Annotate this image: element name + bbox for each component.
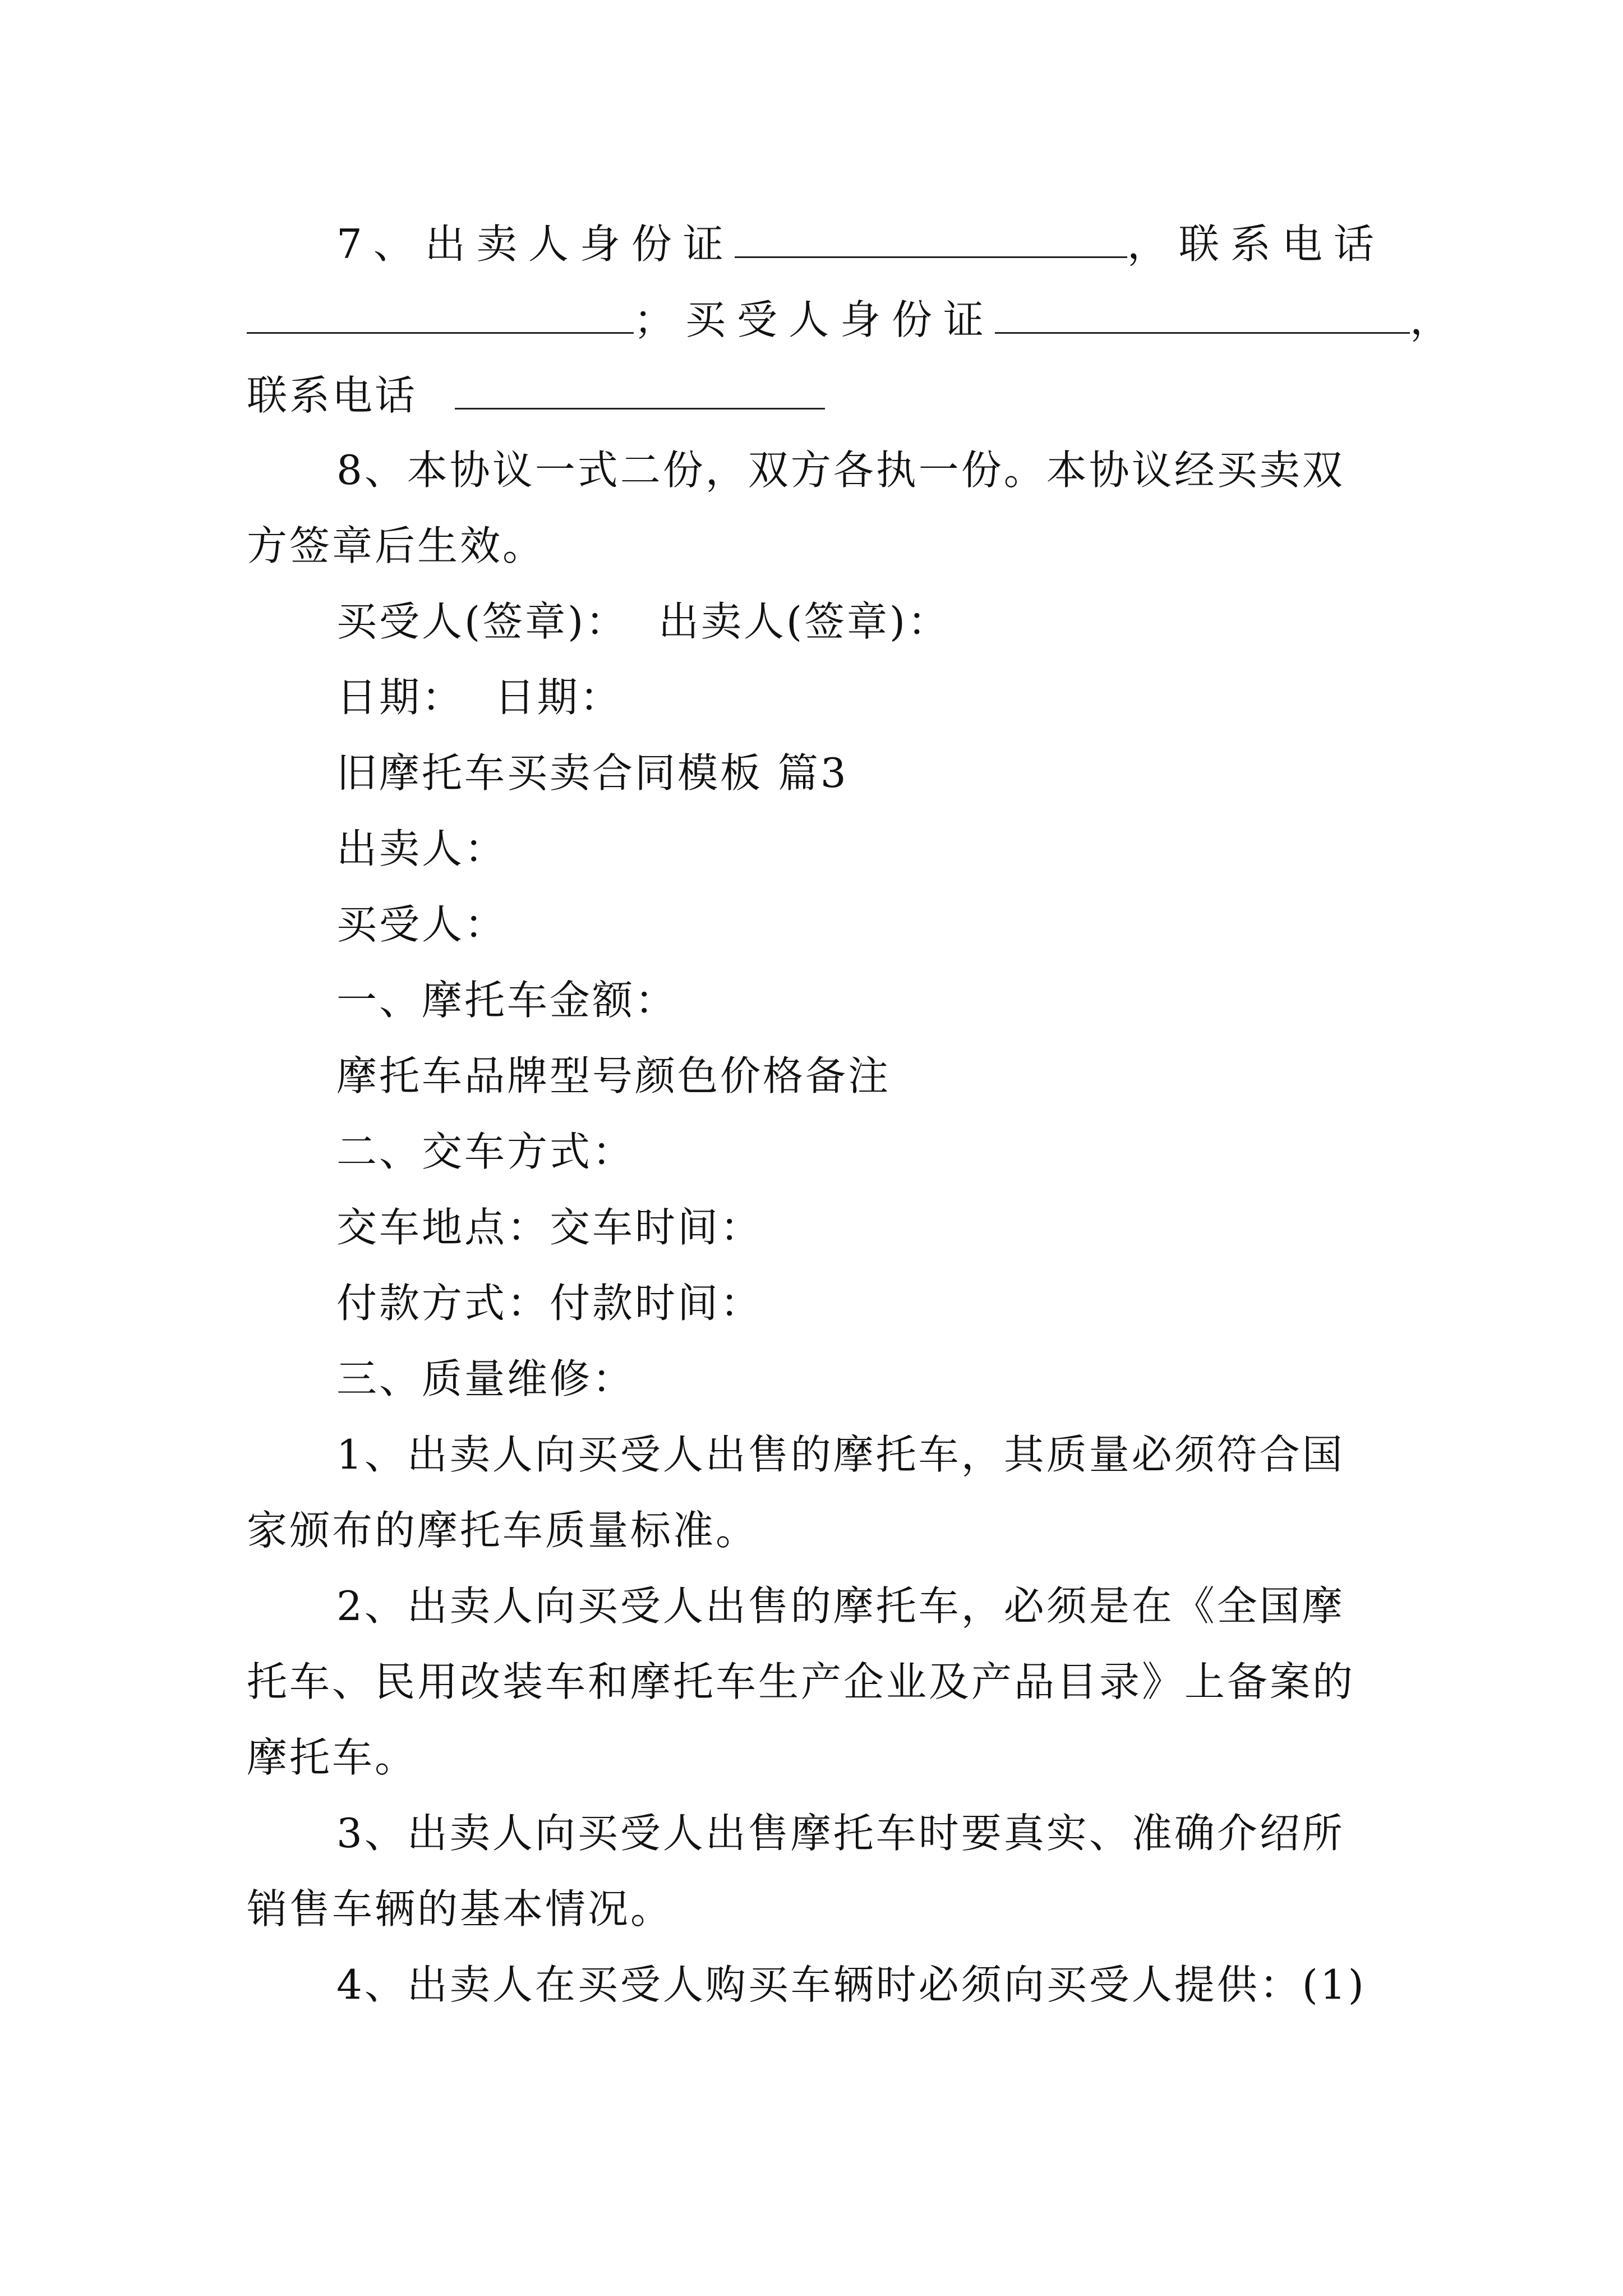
quality-clause-4-line-1: 4、出卖人在买受人购买车辆时必须向买受人提供：(1) [336, 1961, 1366, 2008]
seller-id-blank[interactable] [735, 216, 1127, 258]
amount-table-header: 摩托车品牌型号颜色价格备注 [336, 1052, 891, 1099]
clause-8-line-1: 8、本协议一式二份，双方各执一份。本协议经买卖双 [336, 447, 1345, 494]
seller-phone-blank[interactable] [247, 292, 634, 334]
quality-clause-3-line-1: 3、出卖人向买受人出售摩托车时要真实、准确介绍所 [336, 1810, 1345, 1857]
quality-clause-2-line-1: 2、出卖人向买受人出售的摩托车，必须是在《全国摩 [336, 1582, 1345, 1630]
clause-7-id-label: 7、出卖人身份证 [336, 220, 735, 268]
section-title: 旧摩托车买卖合同模板 篇3 [336, 749, 849, 797]
delivery-line: 交车地点：交车时间： [336, 1204, 763, 1251]
heading-amount: 一、摩托车金额： [336, 977, 678, 1024]
quality-clause-2-line-3: 摩托车。 [247, 1734, 418, 1781]
quality-clause-1-line-1: 1、出卖人向买受人出售的摩托车，其质量必须符合国 [336, 1431, 1345, 1478]
buyer-label: 买受人： [336, 901, 508, 948]
buyer-phone-blank[interactable] [455, 367, 825, 409]
clause-7-line-2 [247, 292, 1461, 347]
clause-7-buyer-phone-label: 联系电话 [247, 372, 418, 419]
heading-delivery: 二、交车方式： [336, 1128, 635, 1175]
clause-7-line-1 [336, 216, 1385, 271]
clause-7-phone-label: ，联系电话 [1127, 220, 1385, 268]
clause-7-buyer-id-label: ；买受人身份证 [634, 296, 995, 343]
heading-quality: 三、质量维修： [336, 1355, 635, 1402]
seller-label: 出卖人： [336, 825, 508, 872]
signature-line: 买受人(签章)： 出卖人(签章)： [336, 598, 951, 645]
buyer-id-blank[interactable] [995, 292, 1410, 334]
clause-7-line-3 [247, 367, 825, 422]
quality-clause-2-line-2: 托车、民用改装车和摩托车生产企业及产品目录》上备案的 [247, 1658, 1355, 1705]
quality-clause-3-line-2: 销售车辆的基本情况。 [247, 1885, 674, 1932]
clause-8-line-2: 方签章后生效。 [247, 522, 546, 569]
payment-line: 付款方式：付款时间： [336, 1280, 763, 1327]
clause-7-comma: ， [1410, 296, 1462, 343]
quality-clause-1-line-2: 家颁布的摩托车质量标准。 [247, 1507, 759, 1554]
date-line: 日期： 日期： [336, 674, 623, 721]
